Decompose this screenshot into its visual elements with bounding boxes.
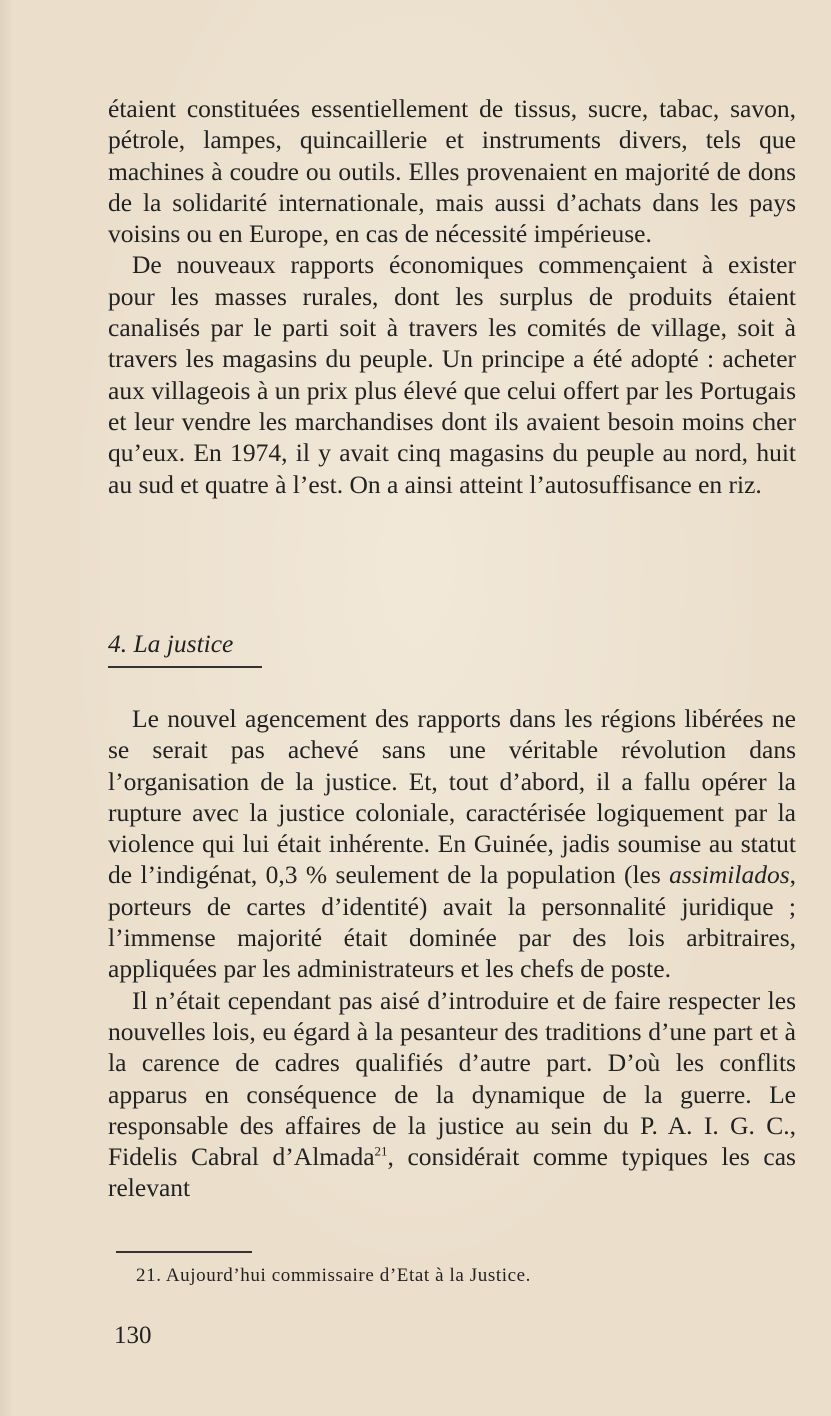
section-heading: [108, 629, 233, 659]
body-text-justice: [108, 703, 796, 1204]
footnote-reference: 21: [374, 1143, 388, 1159]
paragraph-justice-revolution: [108, 703, 796, 985]
paragraph-new-laws: [108, 985, 796, 1204]
justice-text-part-2: , porteurs de cartes d’identité) avait la personnalité juridique ; l’immense majorité était dominée par des lois arbitraires, appliquées par les administrateurs et les chefs de poste.: [108, 860, 796, 984]
paragraph-imports: étaient constituées essentiellement de tissus, sucre, tabac, savon, pétrole, lampes, quincaillerie et instruments divers, tels que machines à coudre ou outils. Elles provenaient en majorité de dons de la solidarité internationale, mais aussi d’achats dans les pays voisins ou en Europe, en cas de nécessité impérieuse.: [108, 94, 796, 249]
laws-text-part-2: , considérait comme typiques les cas relevant: [108, 1142, 796, 1203]
assimilados-term: assimilados: [669, 860, 790, 890]
footnote-separator: [116, 1251, 252, 1253]
paragraph-economic-relations: De nouveaux rapports économiques commençaient à exister pour les masses rurales, dont les surplus de produits étaient canalisés par le parti soit à travers les comités de village, soit à travers les magasins du peuple. Un principe a été adopté : acheter aux villageois à un prix plus élevé que celui offert par les Portugais et leur vendre les marchandises dont ils avaient besoin moins cher qu’eux. En 1974, il y avait cinq magasins du peuple au nord, huit au sud et quatre à l’est. On a ainsi atteint l’autosuffisance en riz.: [108, 250, 796, 499]
section-number: 4.: [108, 629, 128, 658]
body-text-top: [108, 93, 796, 500]
page-number: 130: [114, 1322, 152, 1349]
section-underline: [108, 666, 262, 668]
justice-text-part-1: Le nouvel agencement des rapports dans les régions libérées ne se serait pas achevé sans une véritable révolution dans l’organisation de la justice. Et, tout d’abord, il a fallu opérer la rupture avec la justice coloniale, caractérisée logiquement par la violence qui lui était inhérente. En Guinée, jadis soumise au statut de l’indigénat, 0,3 % seulement de la population (les: [108, 704, 796, 890]
laws-text-part-1: Il n’était cependant pas aisé d’introduire et de faire respecter les nouvelles lois, eu égard à la pesanteur des traditions d’une part et à la carence de cadres qualifiés d’autre part. D’où les conflits apparus en conséquence de la dynamique de la guerre. Le responsable des affaires de la justice au sein du P. A. I. G. C., Fidelis Cabral d’Almada: [108, 985, 796, 1172]
section-title-text: La justice: [133, 629, 234, 658]
footnote-21: 21. Aujourd’hui commissaire d’Etat à la Justice.: [136, 1265, 531, 1286]
